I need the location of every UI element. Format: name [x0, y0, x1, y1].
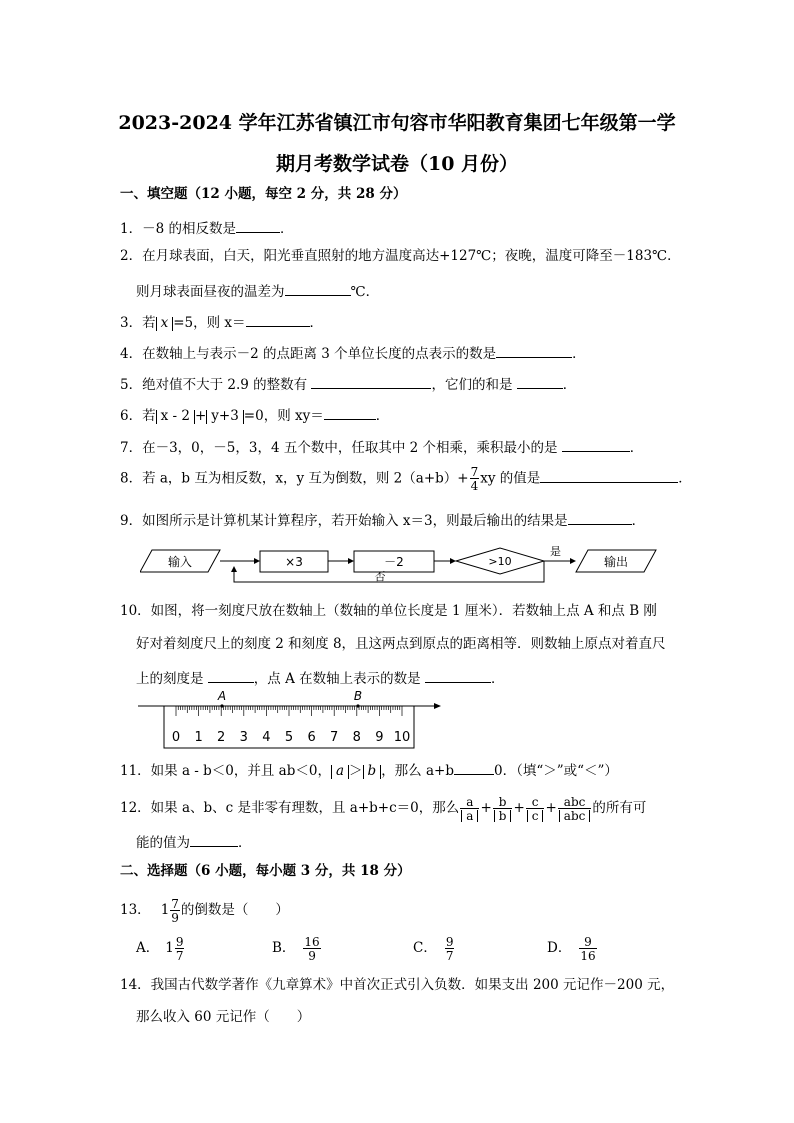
denominator: [493, 808, 513, 822]
answer-blank: [425, 670, 491, 683]
flowchart-condition-label: >10: [488, 555, 512, 568]
section2-header: 二、选择题（6 小题，每小题 3 分，共 18 分）: [120, 863, 411, 879]
ruler-mark-label: 9: [375, 730, 384, 745]
question-1: [120, 220, 293, 237]
numerator: abc: [563, 795, 586, 809]
question-11: [120, 762, 618, 779]
question-10-line2: 好对着刻度尺上的刻度 2 和刻度 8，且这两点到原点的距离相等．则数轴上原点对着直尺: [136, 636, 666, 652]
numerator: 16: [304, 935, 320, 949]
ruler-labels: [172, 730, 410, 745]
numerator: 7: [171, 897, 179, 911]
flowchart-no-label: 否: [374, 570, 386, 583]
flowchart-yes-label: 是: [550, 545, 561, 558]
numerator: 9: [584, 935, 592, 949]
q12-end: ．: [238, 835, 252, 851]
q12-fraction-abc: [558, 796, 592, 822]
q9-end: ．: [631, 513, 646, 529]
q11-text-a: 11．如果 a - b＜0，并且 ab＜0，: [120, 763, 331, 779]
q11-absolute-value-2: b: [363, 765, 382, 779]
q7-end: ．: [629, 440, 644, 456]
answer-blank: [236, 220, 280, 233]
arrowhead: [570, 558, 576, 564]
q11-greater-than: ＞: [349, 763, 363, 779]
ruler-number-line-diagram: [134, 686, 444, 752]
option-label: A．: [136, 940, 160, 957]
option-fraction: [445, 936, 455, 962]
plus-sign: +: [480, 800, 492, 817]
q12-text-a: 12．如果 a、b、c 是非零有理数，且 a+b+c＝0，那么: [120, 800, 460, 817]
q6-end: ．: [375, 408, 390, 424]
numerator: a: [466, 795, 474, 809]
q12-text-b: 的所有可: [592, 800, 647, 817]
plus-sign: +: [545, 800, 557, 817]
q8-end: ．: [678, 470, 692, 487]
ruler-mark-label: 3: [239, 730, 248, 745]
q12-fraction-b: [493, 796, 513, 822]
q10-text-b: ，点 A 在数轴上表示的数是: [253, 671, 421, 687]
question-10-line3: [136, 670, 504, 687]
ruler-mark-label: 4: [262, 730, 271, 745]
q13-option-a[interactable]: [136, 934, 185, 964]
q6-plus: +: [194, 408, 207, 424]
point-a-label: A: [217, 689, 227, 703]
question-2-line2: [136, 283, 379, 300]
answer-blank: [246, 314, 310, 327]
q6-absolute-value-1: x - 2: [156, 410, 195, 424]
q3-text-b: =5，则 x＝: [173, 315, 246, 331]
question-2-line1: 2．在月球表面，白天，阳光垂直照射的地方温度高达+127℃；夜晚，温度可降至－183℃．: [120, 248, 681, 264]
question-12-line2: [136, 834, 252, 851]
answer-blank: [285, 283, 351, 296]
q13-fraction: [170, 898, 180, 924]
answer-blank: [562, 439, 630, 452]
option-fraction: [175, 936, 185, 962]
numerator: c: [531, 795, 539, 809]
question-8: [120, 466, 692, 492]
numerator: b: [498, 795, 507, 809]
number-line-arrowhead: [434, 703, 441, 709]
answer-blank: [208, 670, 254, 683]
answer-blank: [517, 376, 563, 389]
ruler-mark-label: 10: [393, 730, 411, 745]
q2-text: 则月球表面昼夜的温差为: [136, 284, 285, 300]
ruler-mark-label: 0: [171, 730, 181, 745]
denominator-absolute: abc: [559, 810, 591, 822]
question-5: [120, 376, 576, 393]
ruler-mark-label: 1: [194, 730, 203, 745]
answer-blank: [454, 762, 494, 775]
flowchart-subtract-label: －2: [384, 555, 404, 569]
question-9: [120, 512, 645, 529]
q8-text-b: xy 的值是: [480, 470, 541, 487]
q13-number: 13．: [120, 902, 151, 919]
q8-text-a: 8．若 a，b 互为相反数，x，y 互为倒数，则 2（a+b）+: [120, 470, 469, 487]
q5-text-b: ，它们的和是: [431, 377, 513, 393]
question-6: [120, 407, 389, 424]
flowchart-multiply-label: ×3: [285, 555, 303, 569]
ruler-mark-label: 2: [217, 730, 226, 745]
option-whole: 1: [165, 940, 174, 957]
answer-blank: [496, 345, 572, 358]
ruler-mark-label: 5: [284, 730, 294, 745]
q3-absolute-value: x: [156, 317, 174, 331]
flowchart-input-label: 输入: [167, 555, 193, 569]
q13-option-b[interactable]: [272, 934, 322, 964]
denominator: 7: [175, 949, 184, 963]
option-fraction: [303, 936, 320, 962]
denominator-absolute: b: [494, 810, 512, 822]
point-b-label: B: [353, 689, 363, 703]
numerator: 9: [445, 935, 454, 949]
denominator: 9: [303, 948, 320, 962]
q13-whole-part: 1: [160, 902, 170, 919]
q4-text: 4．在数轴上与表示－2 的点距离 3 个单位长度的点表示的数是: [120, 346, 497, 362]
flowchart-diagram: [140, 542, 680, 588]
q4-end: ．: [572, 346, 586, 362]
question-7: [120, 439, 643, 456]
option-label: D．: [547, 940, 572, 957]
q1-text: 1．－8 的相反数是: [120, 221, 236, 237]
section1-header: 一、填空题（12 小题，每空 2 分，共 28 分）: [120, 186, 407, 202]
q5-end: ．: [562, 377, 577, 393]
answer-blank: [568, 512, 632, 525]
q5-text-a: 5．绝对值不大于 2.9 的整数有: [120, 377, 308, 393]
q8-numerator: 7: [470, 465, 479, 479]
plus-sign: +: [513, 800, 525, 817]
option-label: B．: [272, 940, 296, 957]
q6-text-a: 6．若: [120, 408, 156, 424]
q13-text: 的倒数是（ ）: [180, 902, 289, 919]
q11-absolute-value-1: a: [331, 765, 349, 779]
denominator: 16: [580, 949, 596, 963]
flowchart-output-label: 输出: [603, 555, 629, 569]
question-13: [120, 896, 289, 926]
q3-end: ．: [309, 315, 324, 331]
q2-unit: ℃．: [350, 284, 380, 300]
exam-title-line1: 2023-2024 学年江苏省镇江市句容市华阳教育集团七年级第一学: [118, 112, 676, 134]
q10-text-a: 上的刻度是: [136, 671, 204, 687]
q10-end: ．: [490, 671, 505, 687]
q7-text: 7．在－3，0，－5，3，4 五个数中，任取其中 2 个相乘，乘积最小的是: [120, 440, 558, 456]
arrowhead: [231, 566, 237, 572]
q13-option-d[interactable]: [547, 934, 598, 964]
denominator: [526, 808, 545, 822]
ruler-mark-label: 8: [352, 730, 361, 745]
question-4: [120, 345, 586, 362]
q1-end: ．: [279, 221, 294, 237]
question-12: [120, 794, 646, 824]
q12-fraction-c: [526, 796, 545, 822]
q12-fraction-a: [460, 796, 479, 822]
q8-fraction: [470, 466, 480, 492]
q3-text-a: 3．若: [120, 315, 156, 331]
denominator: [558, 808, 592, 822]
denominator: 7: [445, 949, 454, 963]
ruler-mark-label: 7: [330, 730, 339, 745]
denominator-absolute: a: [461, 810, 478, 822]
q6-absolute-value-2: y+3: [206, 410, 244, 424]
answer-blank: [311, 376, 431, 389]
denominator: [460, 808, 479, 822]
exam-title-line2: 期月考数学试卷（10 月份）: [275, 153, 519, 175]
answer-blank: [324, 407, 376, 420]
q6-text-b: =0，则 xy＝: [243, 408, 324, 424]
q8-denominator: 4: [470, 479, 479, 493]
q11-text-b: ，那么 a+b: [381, 763, 454, 779]
answer-blank: [540, 470, 678, 483]
numerator: 9: [175, 935, 184, 949]
denominator-absolute: c: [527, 810, 544, 822]
question-14-line2: 那么收入 60 元记作（ ）: [136, 1009, 311, 1025]
option-label: C．: [413, 940, 437, 957]
question-14-line1: 14．我国古代数学著作《九章算术》中首次正式引入负数．如果支出 200 元记作－200 元，: [120, 977, 675, 993]
arrowhead: [254, 558, 260, 564]
q13-option-c[interactable]: [413, 934, 455, 964]
answer-blank: [190, 834, 238, 847]
q11-text-c: 0．（填“＞”或“＜”）: [493, 763, 618, 779]
question-3: [120, 314, 323, 331]
ruler-ticks: [176, 706, 402, 716]
denominator: 9: [171, 911, 179, 925]
ruler-mark-label: 6: [307, 730, 316, 745]
question-10-line1: 10．如图，将一刻度尺放在数轴上（数轴的单位长度是 1 厘米）．若数轴上点 A 和点 B 刚: [120, 603, 657, 619]
q9-text: 9．如图所示是计算机某计算程序，若开始输入 x＝3，则最后输出的结果是: [120, 513, 568, 529]
q12-text-c: 能的值为: [136, 835, 190, 851]
option-fraction: [579, 936, 596, 962]
arrowhead: [348, 558, 354, 564]
